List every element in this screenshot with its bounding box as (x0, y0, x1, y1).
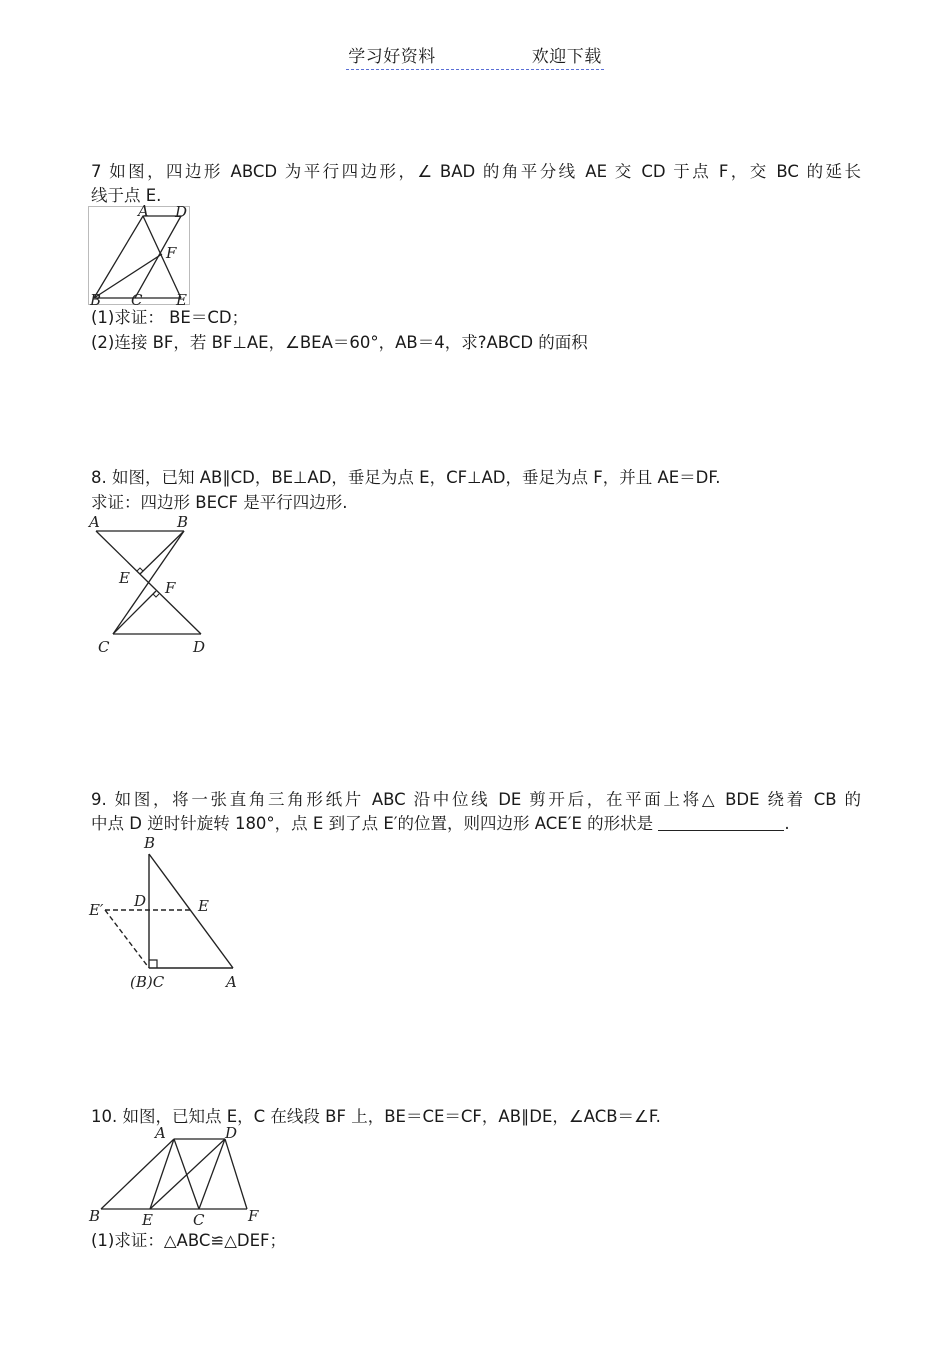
q9-label-d: D (134, 892, 147, 910)
q10-label-b: B (89, 1207, 101, 1225)
header-right-text: 欢迎下载 (531, 47, 602, 67)
q10-line1: 10. 如图，已知点 E，C 在线段 BF 上，BE＝CE＝CF，AB∥DE，∠ACB＝∠F. (91, 1107, 661, 1126)
q8-segment-be (140, 531, 184, 574)
q9-label-a: A (226, 973, 237, 991)
q10-segment-df (225, 1139, 247, 1209)
q8-line1: 8. 如图，已知 AB∥CD，BE⊥AD，垂足为点 E，CF⊥AD，垂足为点 F，并且 AE＝DF. (91, 468, 721, 487)
q8-segment-cf (113, 591, 156, 634)
q8-label-f: F (165, 579, 176, 597)
q7-line2: 线于点 E. (91, 186, 162, 205)
q7-line-bf (94, 254, 162, 298)
q9-label-e: E (198, 897, 209, 915)
q9-label-e-prime: E′ (89, 901, 104, 919)
header-left-text: 学习好资料 (348, 47, 436, 67)
q10-segment-ac (174, 1139, 199, 1209)
q7-figure (88, 202, 192, 309)
page-header (0, 42, 950, 70)
q10-label-e: E (142, 1211, 153, 1229)
q8-label-c: C (98, 638, 110, 656)
q10-part1: (1)求证：△ABC≌△DEF； (91, 1231, 287, 1250)
q8-right-angle-e (137, 568, 143, 571)
q9-figure (88, 832, 243, 992)
q10-segment-ab (101, 1139, 174, 1209)
q9-label-b: B (144, 834, 156, 852)
q7-label-c: C (131, 291, 143, 309)
q9-side-ba (149, 854, 233, 968)
q8-line2: 求证：四边形 BECF 是平行四边形. (91, 493, 348, 512)
q8-right-angle-f (153, 594, 159, 597)
q8-label-d: D (193, 638, 206, 656)
q10-label-d: D (225, 1124, 238, 1142)
q9-dashed-e-prime-c (105, 910, 149, 968)
q7-label-e: E (176, 291, 187, 309)
q7-part2: (2)连接 BF，若 BF⊥AE，∠BEA＝60°，AB＝4，求?ABCD 的面积 (91, 333, 588, 352)
q7-label-b: B (90, 291, 102, 309)
q9-line2-end: . (784, 814, 790, 833)
q8-label-b: B (177, 513, 189, 531)
q10-figure (88, 1124, 268, 1230)
q7-label-d: D (175, 203, 188, 221)
q9-answer-blank (658, 814, 784, 831)
q8-label-e: E (119, 569, 130, 587)
q10-segment-de (150, 1139, 225, 1209)
q8-label-a: A (89, 513, 100, 531)
q10-label-a: A (155, 1124, 166, 1142)
q10-label-c: C (193, 1211, 205, 1229)
q8-figure (88, 513, 218, 658)
q7-label-a: A (138, 202, 149, 220)
q7-part1: (1)求证： BE＝CD； (91, 308, 249, 327)
q9-line1: 9. 如图，将一张直角三角形纸片 ABC 沿中位线 DE 剪开后，在平面上将△ BDE 绕着 CB 的 (91, 790, 861, 809)
q7-line1: 7 如图，四边形 ABCD 为平行四边形，∠ BAD 的角平分线 AE 交 CD 于点 F，交 BC 的延长 (91, 162, 861, 181)
header-banner (346, 42, 604, 70)
q9-line2: 中点 D 逆时针旋转 180°，点 E 到了点 E′的位置，则四边形 ACE′E 的形状是 (91, 814, 654, 833)
q7-label-f: F (166, 244, 177, 262)
q10-segment-dc (199, 1139, 225, 1209)
q10-label-f: F (248, 1207, 259, 1225)
q9-right-angle-c (149, 960, 157, 968)
q9-label-bc: (B)C (130, 973, 165, 991)
